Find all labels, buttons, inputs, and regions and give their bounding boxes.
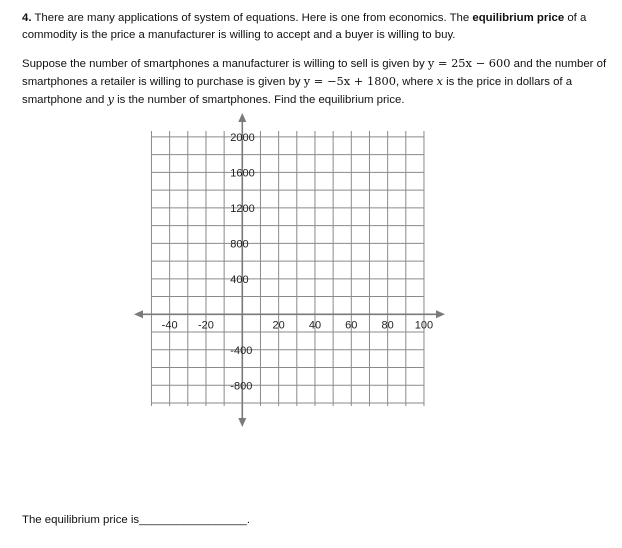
x-axis-left-arrow-icon — [134, 310, 143, 318]
x-tick-label: 40 — [308, 319, 322, 332]
x-tick-label: 80 — [381, 319, 394, 332]
tick-labels — [162, 132, 433, 392]
demand-equation: y = −5x + 1800 — [303, 74, 396, 88]
body-text-d: is the price in dollars of a smartphone and — [22, 76, 573, 106]
body-text-a: Suppose the number of smartphones a manufacturer is willing to sell is given by — [22, 58, 428, 70]
x-tick-label: 100 — [414, 319, 434, 332]
equilibrium-price-term: equilibrium price — [472, 12, 565, 24]
grid-lines — [151, 131, 424, 406]
y-tick-label: 1600 — [230, 167, 255, 180]
y-tick-label: 1200 — [230, 202, 255, 215]
answer-label: The equilibrium price is — [22, 514, 140, 526]
answer-line — [22, 512, 250, 529]
answer-period: . — [246, 514, 250, 526]
y-tick-label: -800 — [230, 380, 253, 393]
intro-text-end: of a commodity is the price a manufacturer is willing to accept and a buyer is willing to buy. — [22, 12, 587, 41]
x-tick-label: 60 — [345, 319, 358, 332]
x-axis-right-arrow-icon — [436, 310, 445, 318]
y-axis-up-arrow-icon — [238, 113, 246, 122]
x-tick-label: 20 — [272, 319, 285, 332]
answer-blank[interactable]: _________________ — [139, 514, 247, 526]
y-tick-label: 800 — [230, 238, 249, 251]
supply-equation: y = 25x − 600 — [427, 56, 511, 70]
intro-text-start: There are many applications of system of equations. Here is one from economics. The — [31, 12, 473, 24]
y-axis-down-arrow-icon — [238, 418, 246, 427]
question-number: 4. — [22, 12, 32, 24]
body-text-b: and the number of smartphones a retailer is willing to purchase is given by — [22, 58, 607, 88]
variable-y: y — [107, 92, 114, 106]
y-tick-label: 400 — [230, 273, 249, 286]
body-text-c: , where — [395, 76, 437, 88]
axes — [134, 113, 445, 427]
y-tick-label: -400 — [230, 344, 253, 357]
y-tick-label: 2000 — [230, 131, 255, 144]
variable-x: x — [436, 74, 443, 88]
x-tick-label: -20 — [198, 319, 214, 332]
x-tick-label: -40 — [161, 319, 178, 332]
body-text-e: is the number of smartphones. Find the equilibrium price. — [113, 94, 405, 106]
